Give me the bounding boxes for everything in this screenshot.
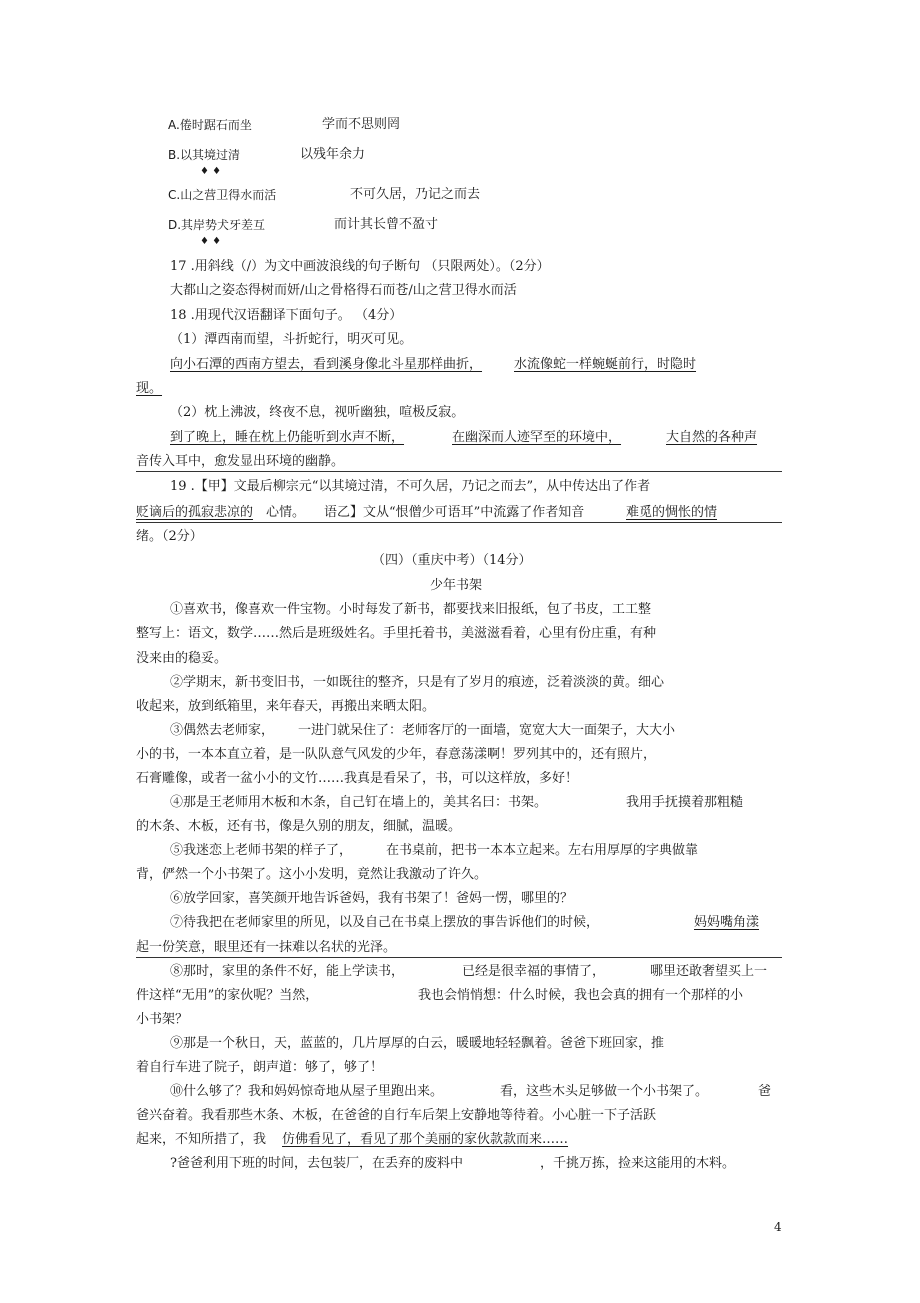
paragraph-line: 爸兴奋着。我看那些木条、木板，在爸爸的自行车后架上安静地等待着。小心脏一下子活跃 bbox=[136, 1108, 657, 1123]
q18-stem: 18 .用现代汉语翻译下面句子。 （4分） bbox=[170, 308, 403, 323]
paragraph-line: ⑩什么够了？我和妈妈惊奇地从屋子里跑出来。 bbox=[170, 1084, 444, 1099]
q18-answer-1a: 向小石潭的西南方望去，看到溪身像北斗星那样曲折， bbox=[170, 357, 483, 372]
q19-answer-2: 难觅的惆怅的情 bbox=[626, 505, 718, 520]
page-number: 4 bbox=[774, 1220, 782, 1234]
paragraph-line: ，千挑万拣，捡来这能用的木料。 bbox=[540, 1156, 736, 1171]
underlined-phrase: 妈妈嘴角漾 bbox=[694, 915, 760, 930]
paragraph-line: 哪里还敢奢望买上一 bbox=[650, 964, 768, 979]
q18-sentence-1: （1）潭西南而望，斗折蛇行，明灭可见。 bbox=[170, 332, 413, 347]
q19-text-mid2: 语乙】文从“恨僧少可语耳”中流露了作者知音 bbox=[324, 505, 585, 520]
paragraph-line: 小的书，一本本直立着，是一队队意气风发的少年，春意荡漾啊！罗列其中的，还有照片， bbox=[136, 747, 657, 762]
q19-line3: 绪。（2分） bbox=[136, 529, 203, 544]
q19-text-mid: 心情。 bbox=[266, 505, 306, 520]
paragraph-line: ③偶然去老师家， bbox=[170, 723, 275, 738]
paragraph-line: 起来，不知所措了，我 bbox=[136, 1132, 267, 1147]
paragraph-line: ?爸爸利用下班的时间，去包装厂，在丢弃的废料中 bbox=[170, 1156, 463, 1171]
section-header: （四）（重庆中考）（14分） bbox=[372, 553, 532, 568]
emphasis-dots: ♦ ♦ bbox=[200, 166, 222, 177]
divider-line bbox=[136, 522, 782, 523]
q18-answer-2a: 到了晚上，睡在枕上仍能听到水声不断， bbox=[170, 430, 405, 445]
paragraph-line: 石膏雕像，或者一盆小小的文竹……我真是看呆了，书，可以这样放，多好！ bbox=[136, 771, 579, 786]
paragraph-line: 爸 bbox=[758, 1084, 772, 1099]
paragraph-line: ②学期末，新书变旧书，一如既往的整齐，只是有了岁月的痕迹，泛着淡淡的黄。细心 bbox=[170, 675, 665, 690]
divider-line bbox=[136, 471, 782, 472]
paragraph-line: 整写上：语文，数学……然后是班级姓名。手里托着书，美滋滋看着，心里有份庄重，有种 bbox=[136, 626, 657, 641]
q18-answer-2c: 大自然的各种声 bbox=[666, 430, 758, 445]
paragraph-line: 我也会悄悄想：什么时候，我也会真的拥有一个那样的小 bbox=[418, 988, 744, 1003]
paragraph-line: 一进门就呆住了：老师客厅的一面墙，宽宽大大一面架子，大大小 bbox=[298, 723, 676, 738]
paragraph-line: ⑤我迷恋上老师书架的样子了， bbox=[170, 843, 353, 858]
paragraph-line: 件这样“无用”的家伙呢？当然， bbox=[136, 988, 319, 1003]
option-c-left: C.山之营卫得水而活 bbox=[168, 188, 277, 202]
paragraph-line: 起一份笑意，眼里还有一抹难以名状的光泽。 bbox=[136, 940, 397, 955]
q18-answer-2b: 在幽深而人迹罕至的环境中， bbox=[452, 430, 622, 445]
paragraph-line: 收起来，放到纸箱里，来年春天，再搬出来晒太阳。 bbox=[136, 699, 436, 714]
paragraph-line: 看，这些木头足够做一个小书架了。 bbox=[500, 1084, 709, 1099]
underlined-phrase: 仿佛看见了，看见了那个美丽的家伙款款而来…… bbox=[282, 1132, 569, 1147]
option-a-right: 学而不思则罔 bbox=[322, 117, 401, 132]
q19-line1: 19 .【甲】文最后柳宗元“以其境过清，不可久居，乃记之而去”，从中传达出了作者 bbox=[170, 479, 651, 494]
option-b-right: 以残年余力 bbox=[300, 147, 366, 162]
option-d-right: 而计其长曾不盈寸 bbox=[334, 217, 439, 232]
paragraph-line: ④那是王老师用木板和木条，自己钉在墙上的，美其名曰：书架。 bbox=[170, 795, 548, 810]
q19-answer-1: 贬谪后的孤寂悲凉的 bbox=[136, 505, 254, 520]
q17-answer: 大都山之姿态得树而妍/山之骨格得石而苍/山之营卫得水而活 bbox=[170, 283, 517, 298]
option-c-right: 不可久居，乃记之而去 bbox=[350, 187, 481, 202]
paragraph-line: ⑨那是一个秋日，天，蓝蓝的，几片厚厚的白云，暖暖地轻轻飘着。爸爸下班回家，推 bbox=[170, 1036, 665, 1051]
option-a-left: A.倦时踞石而坐 bbox=[168, 118, 252, 132]
q18-answer-1c: 现。 bbox=[136, 381, 163, 396]
paragraph-line: 着自行车进了院子，朗声道：够了，够了！ bbox=[136, 1060, 384, 1075]
paragraph-line: 我用手抚摸着那粗糙 bbox=[626, 795, 744, 810]
q18-answer-1b: 水流像蛇一样蜿蜒前行，时隐时 bbox=[514, 357, 697, 372]
paragraph-line: ⑥放学回家，喜笑颜开地告诉爸妈，我有书架了！爸妈一愣，哪里的？ bbox=[170, 891, 574, 906]
option-b-left: B.以其境过清 bbox=[168, 148, 241, 162]
paragraph-line: 已经是很幸福的事情了， bbox=[462, 964, 606, 979]
q18-sentence-2: （2）枕上沸波，终夜不息，视听幽独，喧极反寂。 bbox=[170, 405, 465, 420]
paragraph-line: 的木条、木板，还有书，像是久别的朋友，细腻，温暖。 bbox=[136, 819, 462, 834]
paragraph-line: ⑦待我把在老师家里的所见，以及自己在书桌上摆放的事告诉他们的时候， bbox=[170, 915, 600, 930]
article-title: 少年书架 bbox=[430, 578, 483, 593]
paragraph-line: ⑧那时，家里的条件不好，能上学读书， bbox=[170, 964, 405, 979]
paragraph-line: 没来由的稳妥。 bbox=[136, 651, 228, 666]
paragraph-line: 背，俨然一个小书架了。这小小发明，竟然让我激动了许久。 bbox=[136, 867, 488, 882]
q17-stem: 17 .用斜线（/）为文中画波浪线的句子断句 （只限两处）。（2分） bbox=[170, 259, 550, 274]
q18-answer-2d: 音传入耳中，愈发显出环境的幽静。 bbox=[136, 454, 345, 469]
paragraph-line: 在书桌前，把书一本本立起来。左右用厚厚的字典做靠 bbox=[386, 843, 699, 858]
emphasis-dots: ♦ ♦ bbox=[200, 236, 222, 247]
divider-line bbox=[136, 957, 782, 958]
paragraph-line: ①喜欢书，像喜欢一件宝物。小时每发了新书，都要找来旧报纸，包了书皮，工工整 bbox=[170, 602, 652, 617]
paragraph-line: 小书架？ bbox=[136, 1012, 189, 1027]
option-d-left: D.其岸势犬牙差互 bbox=[168, 218, 266, 232]
